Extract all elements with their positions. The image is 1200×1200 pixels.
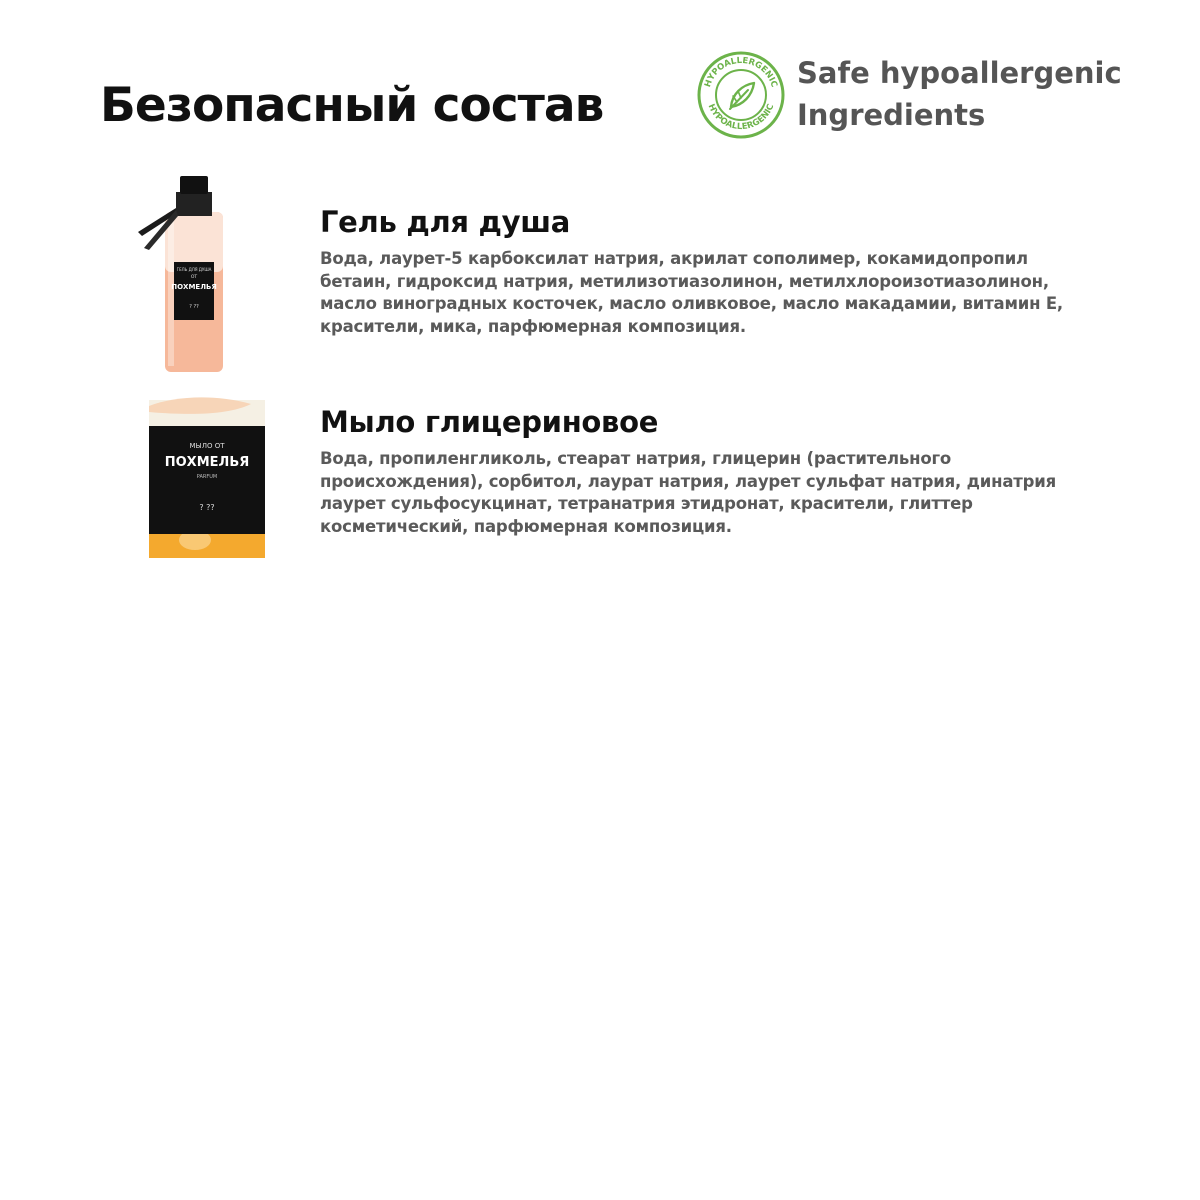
hypoallergenic-badge-icon [696, 50, 786, 140]
soap-label-brand: ПОХМЕЛЬЯ [164, 455, 250, 470]
product-title-shower-gel: Гель для душа [320, 205, 570, 239]
badge-ring-text-bottom: HYPOALLERGENIC [705, 102, 777, 133]
product-title-glycerin-soap: Мыло глицериновое [320, 405, 659, 439]
soap-label-small: МЫЛО ОТ [189, 442, 225, 450]
product-ingredients-shower-gel: Вода, лаурет-5 карбоксилат натрия, акрилат сополимер, кокамидопропил бетаин, гидроксид натрия, метилизотиазолинон, метилхлороизотиазолинон, масло виноградных косточек, масло оливковое, масло макадамии, витамин Е, красители, мика, парфюмерная композиция. [320, 249, 1063, 336]
gel-label-from: ОТ [190, 275, 198, 280]
badge-ring-text-top: HYPOALLERGENIC [703, 55, 779, 89]
glycerin-soap-image [135, 392, 275, 560]
page-title: Безопасный состав [100, 78, 604, 133]
badge-caption-line2: Ingredients [797, 98, 986, 132]
product-ingredients-glycerin-soap: Вода, пропиленгликоль, стеарат натрия, глицерин (растительного происхождения), сорбитол, лаурат натрия, лаурет сульфат натрия, динатрия лаурет сульфосукцинат, тетранатрия этидронат, красители, глиттер косметический, парфюмерная композиция. [320, 449, 1057, 536]
gel-label-small: ГЕЛЬ ДЛЯ ДУША [176, 267, 212, 272]
gel-label-marks: ? ?? [189, 304, 199, 310]
badge-caption [797, 52, 1122, 136]
gel-label-brand: ПОХМЕЛЬЯ [171, 283, 217, 291]
shower-gel-bottle-image [130, 170, 240, 375]
soap-label-marks: ? ?? [199, 503, 215, 512]
soap-label-sub: PARFUM [196, 474, 218, 480]
badge-caption-line1: Safe hypoallergenic [797, 56, 1122, 90]
